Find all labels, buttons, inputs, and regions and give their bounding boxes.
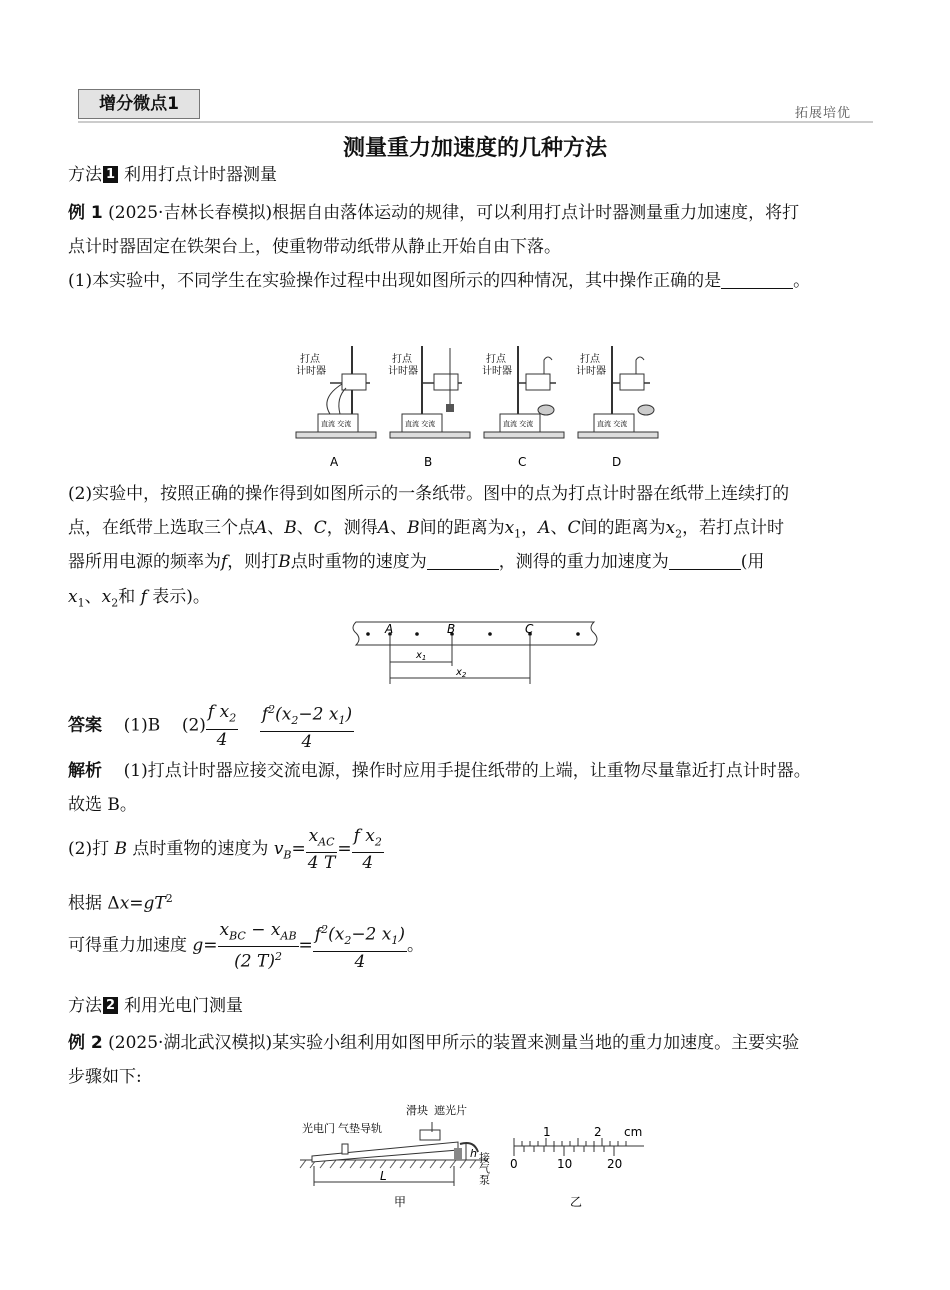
svg-text:直流 交流: 直流 交流: [405, 420, 436, 428]
svg-text:乙: 乙: [570, 1195, 583, 1209]
ex1-analysis-1b: 故选 B。: [68, 795, 137, 815]
ex1-q1: (1)本实验中，不同学生在实验操作过程中出现如图所示的四种情况，其中操作正确的是 。: [68, 271, 811, 291]
svg-text:计时器: 计时器: [296, 366, 326, 377]
svg-text:B: B: [447, 622, 456, 636]
ex1-answer: 答案 (1)B (2) $\frac{f x_2}{4}$ $\frac{f^2(x_2-2 x_1)}{4}$: [68, 700, 354, 752]
ex1-line1: 例 1 (2025·吉林长春模拟)根据自由落体运动的规律，可以利用打点计时器测量重力加速度，将打: [68, 203, 800, 223]
ex1-q2-line2: 点，在纸带上选取三个点A、B、C，测得A、B间的距离为$x_1$，A、C间的距离为$x_2$，若打点计时: [68, 518, 785, 541]
svg-text:cm: cm: [624, 1125, 643, 1139]
svg-text:10: 10: [557, 1157, 573, 1171]
svg-text:滑块: 滑块: [406, 1104, 428, 1117]
svg-text:直流 交流: 直流 交流: [503, 420, 534, 428]
svg-text:遮光片: 遮光片: [434, 1104, 467, 1117]
section-tag: 增分微点1: [78, 89, 200, 119]
extension-label: 拓展培优: [795, 106, 852, 121]
svg-text:B: B: [424, 455, 433, 469]
ex1-q2-line4: $x_1$、$x_2$和 f 表示)。: [68, 587, 210, 610]
svg-text:C: C: [525, 622, 534, 636]
svg-text:计时器: 计时器: [388, 366, 418, 377]
ex1-basis: 根据 $\Delta x=gT^2$: [68, 892, 173, 914]
svg-text:A: A: [385, 622, 394, 636]
setup-figure: [290, 328, 660, 473]
answer-blank: [427, 551, 499, 570]
answer-blank: [721, 270, 793, 289]
ex1-q2-line1: (2)实验中，按照正确的操作得到如图所示的一条纸带。图中的点为打点计时器在纸带上连续打的: [68, 484, 790, 504]
svg-text:直流 交流: 直流 交流: [597, 420, 628, 428]
svg-text:h: h: [470, 1147, 477, 1160]
ex1-analysis-1: 解析 (1)打点计时器应接交流电源，操作时应用手提住纸带的上端，让重物尽量靠近打点计时器。: [68, 761, 811, 781]
svg-text:打点: 打点: [392, 354, 412, 365]
svg-text:20: 20: [607, 1157, 623, 1171]
ex1-q2-line3: 器所用电源的频率为f，则打B点时重物的速度为 ，测得的重力加速度为 (用: [68, 552, 765, 572]
svg-text:x1: $x_1$: [416, 650, 427, 662]
setup-c: [482, 346, 564, 469]
svg-text:光电门: 光电门: [302, 1122, 335, 1135]
svg-text:计时器: 计时器: [482, 366, 512, 377]
svg-text:A: A: [330, 455, 339, 469]
photogate-figure: [298, 1100, 650, 1212]
svg-text:L: L: [380, 1169, 387, 1183]
setup-a: [296, 346, 376, 469]
svg-text:计时器: 计时器: [576, 366, 606, 377]
setup-d: [576, 346, 658, 469]
method1-heading: 方法 1 利用打点计时器测量: [68, 165, 277, 185]
svg-text:0: 0: [510, 1157, 518, 1171]
svg-text:D: D: [612, 455, 622, 469]
svg-text:2: 2: [594, 1125, 602, 1139]
header-rule: [78, 121, 873, 123]
svg-text:打点: 打点: [580, 354, 600, 365]
svg-text:气垫导轨: 气垫导轨: [338, 1122, 382, 1135]
tape-figure: [350, 618, 602, 686]
page-title: 测量重力加速度的几种方法: [342, 136, 607, 161]
svg-text:C: C: [518, 455, 527, 469]
svg-text:打点: 打点: [486, 354, 506, 365]
ex1-conclusion: 可得重力加速度 g= $\frac{x_{BC} - x_{AB}}{(2 T)^2}$ = $\frac{f^2(x_2-2 x_1)}{4}$ 。: [68, 920, 425, 973]
svg-text:x2: $x_2$: [456, 667, 467, 679]
setup-b: [388, 346, 470, 469]
ex2-line1: 例 2 (2025·湖北武汉模拟)某实验小组利用如图甲所示的装置来测量当地的重力加速度。主要实验: [68, 1033, 800, 1053]
method2-heading: 方法 2 利用光电门测量: [68, 996, 243, 1016]
svg-text:接气泵: 接气泵: [477, 1152, 491, 1185]
answer-blank: [669, 551, 741, 570]
svg-text:打点: 打点: [300, 354, 320, 365]
ex1-line2: 点计时器固定在铁架台上，使重物带动纸带从静止开始自由下落。: [68, 237, 561, 257]
ex2-line2: 步骤如下:: [68, 1067, 142, 1087]
svg-text:直流 交流: 直流 交流: [321, 420, 352, 428]
svg-text:1: 1: [543, 1125, 551, 1139]
ex1-analysis-2: (2)打 B 点时重物的速度为 $v_B=$ $\frac{x_{AC}}{4 T}$ = $\frac{f x_2}{4}$: [68, 826, 382, 874]
svg-text:甲: 甲: [394, 1195, 407, 1209]
